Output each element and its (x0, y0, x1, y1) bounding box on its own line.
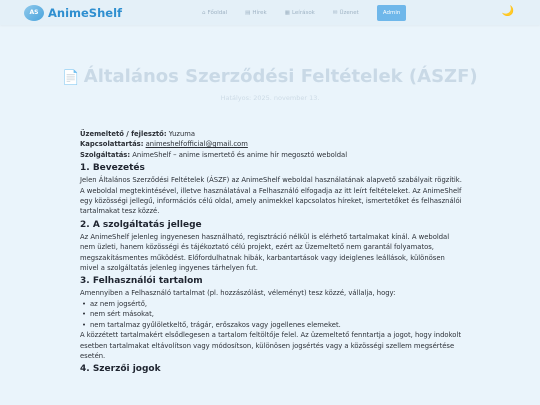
home-icon: ⌂ (202, 9, 206, 16)
nav-link-descriptions[interactable] (285, 6, 315, 20)
section-text-introduction: Jelen Általános Szerződési Feltételek (ÁSZF) az AnimeShelf weboldal használatának alapvető szabályait rögzítik. A weboldal megtekintésével, illetve használatával a Felhasználó elfogadja az itt leírt feltételeket. Az AnimeShelf egy közösségi jellegű, információs célú oldal, amely animekkel kapcsolatos híreket, ismertetőket és felhasználói tartalmakat tesz közzé. (80, 176, 462, 216)
section-heading-user-content: 3. Felhasználói tartalom (80, 276, 203, 287)
section-intro-user-content: Amennyiben a Felhasználó tartalmat (pl. hozzászólást, véleményt) tesz közzé, vállalja, hogy: (80, 289, 396, 298)
meta-value: AnimeShelf – anime ismertető és anime hír megosztó weboldal (132, 150, 348, 159)
list-item: • nem tartalmaz gyűlöletkeltő, trágár, erőszakos vagy jogellenes elemeket. (80, 320, 464, 330)
meta-label: Kapcsolattartás: (80, 140, 144, 149)
meta-service (80, 150, 464, 160)
document-icon: 📄 (62, 70, 80, 86)
navbar (0, 0, 540, 25)
nav-link-label: Leírások (291, 9, 315, 16)
meta-contact (80, 139, 464, 149)
list-item: • nem sért másokat, (80, 309, 464, 319)
nav-link-home[interactable] (202, 6, 227, 20)
meta-operator (80, 129, 464, 139)
contact-email-link[interactable]: animeshelfofficial@gmail.com (145, 140, 248, 149)
section-text-service: Az AnimeShelf jelenleg ingyenesen használható, regisztráció nélkül is elérhető tartalmakat kínál. A weboldal nem üzleti, hanem közösségi és tájékoztató célú projekt, ezért az Üzemeltető nem garantál folyamatos, megszakításmentes működést. Előfordulhatnak hibák, karbantartások vagy ideiglenes leállások, különösen mivel a szolgáltatás jelenleg ingyenes tárhelyen fut. (80, 232, 450, 273)
brand-logo[interactable] (24, 5, 122, 21)
section-text-user-content: A közzétett tartalmakért elsődlegesen a tartalom feltöltője felel. Az üzemeltető fenntartja a jogot, hogy indokolt esetben tartalmakat eltávolítson vagy módosítson, különösen jogsértés vagy a közösségi szellem megsértése esetén. (80, 331, 461, 360)
theme-toggle-moon-icon[interactable]: 🌙 (501, 6, 514, 17)
nav-link-message[interactable] (333, 6, 359, 20)
meta-value: Yuzuma (168, 130, 196, 138)
envelope-icon: ✉ (332, 9, 338, 16)
user-content-rules (80, 299, 464, 330)
brand-name: AnimeShelf (48, 5, 123, 20)
section-heading-service: 2. A szolgáltatás jellege (80, 219, 202, 230)
page-subtitle: Hatályos: 2025. november 13. (220, 94, 320, 102)
section-heading-introduction: 1. Bevezetés (80, 163, 145, 174)
news-icon: ▤ (245, 9, 251, 16)
terms-content (80, 129, 464, 376)
meta-label: Üzemeltető / fejlesztő: (80, 130, 167, 138)
nav-link-admin[interactable] (377, 5, 407, 21)
nav-links (202, 5, 424, 21)
list-item: • az nem jogsértő, (80, 299, 464, 309)
nav-link-news[interactable] (245, 6, 267, 20)
logo-icon-text: AS (29, 9, 39, 16)
meta-block (80, 129, 464, 160)
logo-icon (24, 5, 44, 21)
page-title-text: Általános Szerződési Feltételek (ÁSZF) (83, 66, 478, 87)
nav-link-label: Admin (382, 9, 401, 16)
page-title (0, 66, 540, 87)
list-icon: ▦ (284, 9, 290, 16)
meta-label: Szolgáltatás: (80, 150, 131, 159)
nav-link-label: Főoldal (207, 9, 228, 16)
nav-link-label: Üzenet (339, 9, 359, 16)
nav-link-label: Hírek (252, 9, 267, 16)
section-heading-copyright: 4. Szerzői jogok (80, 364, 161, 375)
